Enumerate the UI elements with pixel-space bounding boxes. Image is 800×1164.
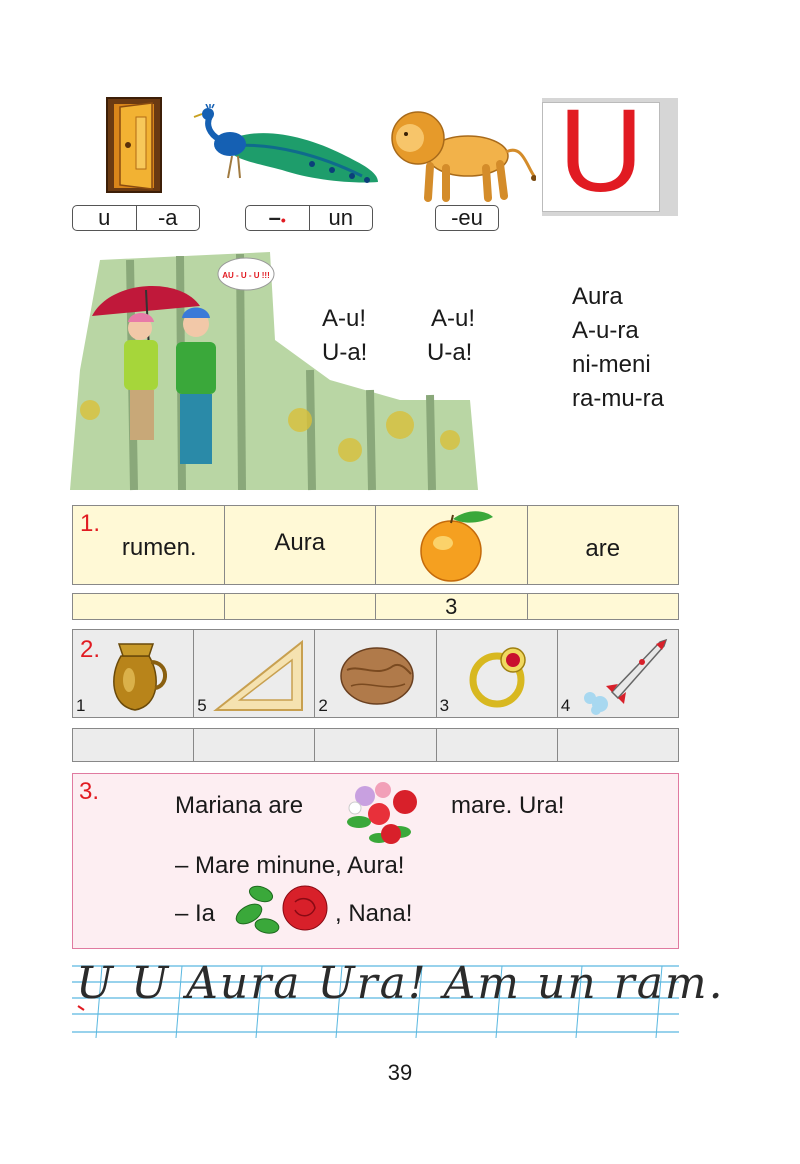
picture-number: 1 bbox=[76, 696, 86, 715]
picture-number: 2 bbox=[318, 696, 328, 715]
syllable-u: u bbox=[98, 205, 111, 230]
answer-cell[interactable] bbox=[528, 594, 679, 619]
reading-line: ni-meni bbox=[572, 351, 651, 378]
exercise-2-cell bbox=[315, 630, 436, 717]
letter-card bbox=[542, 85, 678, 217]
rebus-line-1a: Mariana are bbox=[175, 792, 304, 819]
reading-col-3 bbox=[572, 280, 664, 416]
rebus-line-3b: , Nana! bbox=[335, 900, 413, 927]
rose-icon bbox=[231, 878, 331, 940]
answer-cell[interactable]: 3 bbox=[376, 594, 528, 619]
reading-line: U-a! bbox=[322, 339, 368, 366]
syllable-pair-door bbox=[72, 205, 200, 231]
syllable-eu: -eu bbox=[451, 205, 483, 230]
answer-cell[interactable] bbox=[73, 729, 194, 761]
exercise-2-number: 2. bbox=[80, 636, 101, 663]
picture-number: 3 bbox=[439, 696, 450, 715]
exercise-2-cell bbox=[194, 630, 315, 717]
answer-cell[interactable] bbox=[73, 594, 225, 619]
exercise-1-word: are bbox=[585, 535, 621, 562]
answer-cell[interactable] bbox=[225, 594, 377, 619]
answer-cell[interactable] bbox=[437, 729, 558, 761]
answer-cell[interactable] bbox=[315, 729, 436, 761]
exercise-1-cell bbox=[376, 506, 528, 584]
handwriting-sample: U U Aura Ura! Am un ram. bbox=[76, 958, 725, 1009]
answer-cell[interactable] bbox=[558, 729, 678, 761]
syllable-pair-lion bbox=[435, 205, 499, 231]
reading-line: A-u! bbox=[322, 305, 367, 332]
jug-icon bbox=[99, 636, 171, 716]
exercise-1-answer-row bbox=[72, 593, 679, 620]
exercise-3-number: 3. bbox=[79, 778, 100, 805]
exercise-1-word: rumen. bbox=[121, 534, 197, 561]
speech-bubble-text: AU - U - U !!! bbox=[222, 271, 270, 280]
rebus-line-2: – Mare minune, Aura! bbox=[175, 852, 405, 879]
door-picture bbox=[106, 97, 162, 193]
exercise-1-cell bbox=[225, 506, 377, 584]
exercise-1-number: 1. bbox=[80, 510, 101, 537]
forest-children-illustration bbox=[70, 250, 480, 498]
syllable-un: un bbox=[328, 205, 353, 230]
exercise-1-cell bbox=[528, 506, 679, 584]
reading-col-2 bbox=[427, 302, 475, 370]
picture-number: 5 bbox=[197, 696, 207, 715]
reading-line: ra-mu-ra bbox=[572, 385, 665, 412]
set-square-icon bbox=[212, 638, 308, 714]
exercise-2-cell bbox=[558, 630, 678, 717]
syllable-a: -a bbox=[157, 205, 178, 230]
peacock-picture bbox=[192, 104, 382, 190]
syllable-blank: –• bbox=[268, 205, 286, 230]
reading-line: A-u-ra bbox=[572, 317, 639, 344]
ring-icon bbox=[467, 638, 533, 710]
rocket-icon bbox=[572, 636, 672, 716]
walnut-icon bbox=[337, 640, 417, 710]
reading-line: U-a! bbox=[427, 339, 473, 366]
exercise-1-word: Aura bbox=[274, 529, 326, 556]
syllable-pair-peacock bbox=[245, 205, 373, 231]
big-letter-u: U bbox=[558, 85, 644, 217]
rebus-line-1b: mare. Ura! bbox=[451, 792, 565, 819]
exercise-2-cell bbox=[437, 630, 558, 717]
exercise-2-picture-table bbox=[72, 629, 679, 718]
page-number: 39 bbox=[387, 1060, 413, 1085]
exercise-2-answer-row bbox=[72, 728, 679, 762]
apple-icon bbox=[403, 505, 499, 585]
rebus-line-3a: – Ia bbox=[175, 900, 216, 927]
reading-line: Aura bbox=[572, 283, 623, 310]
answer-cell[interactable] bbox=[194, 729, 315, 761]
reading-line: A-u! bbox=[431, 305, 476, 332]
exercise-1-word-table bbox=[72, 505, 679, 585]
lion-picture bbox=[388, 104, 536, 202]
flower-bouquet-icon bbox=[339, 778, 425, 850]
reading-col-1 bbox=[322, 302, 367, 370]
exercise-3-rebus-box bbox=[72, 773, 679, 949]
picture-number: 4 bbox=[560, 696, 571, 715]
